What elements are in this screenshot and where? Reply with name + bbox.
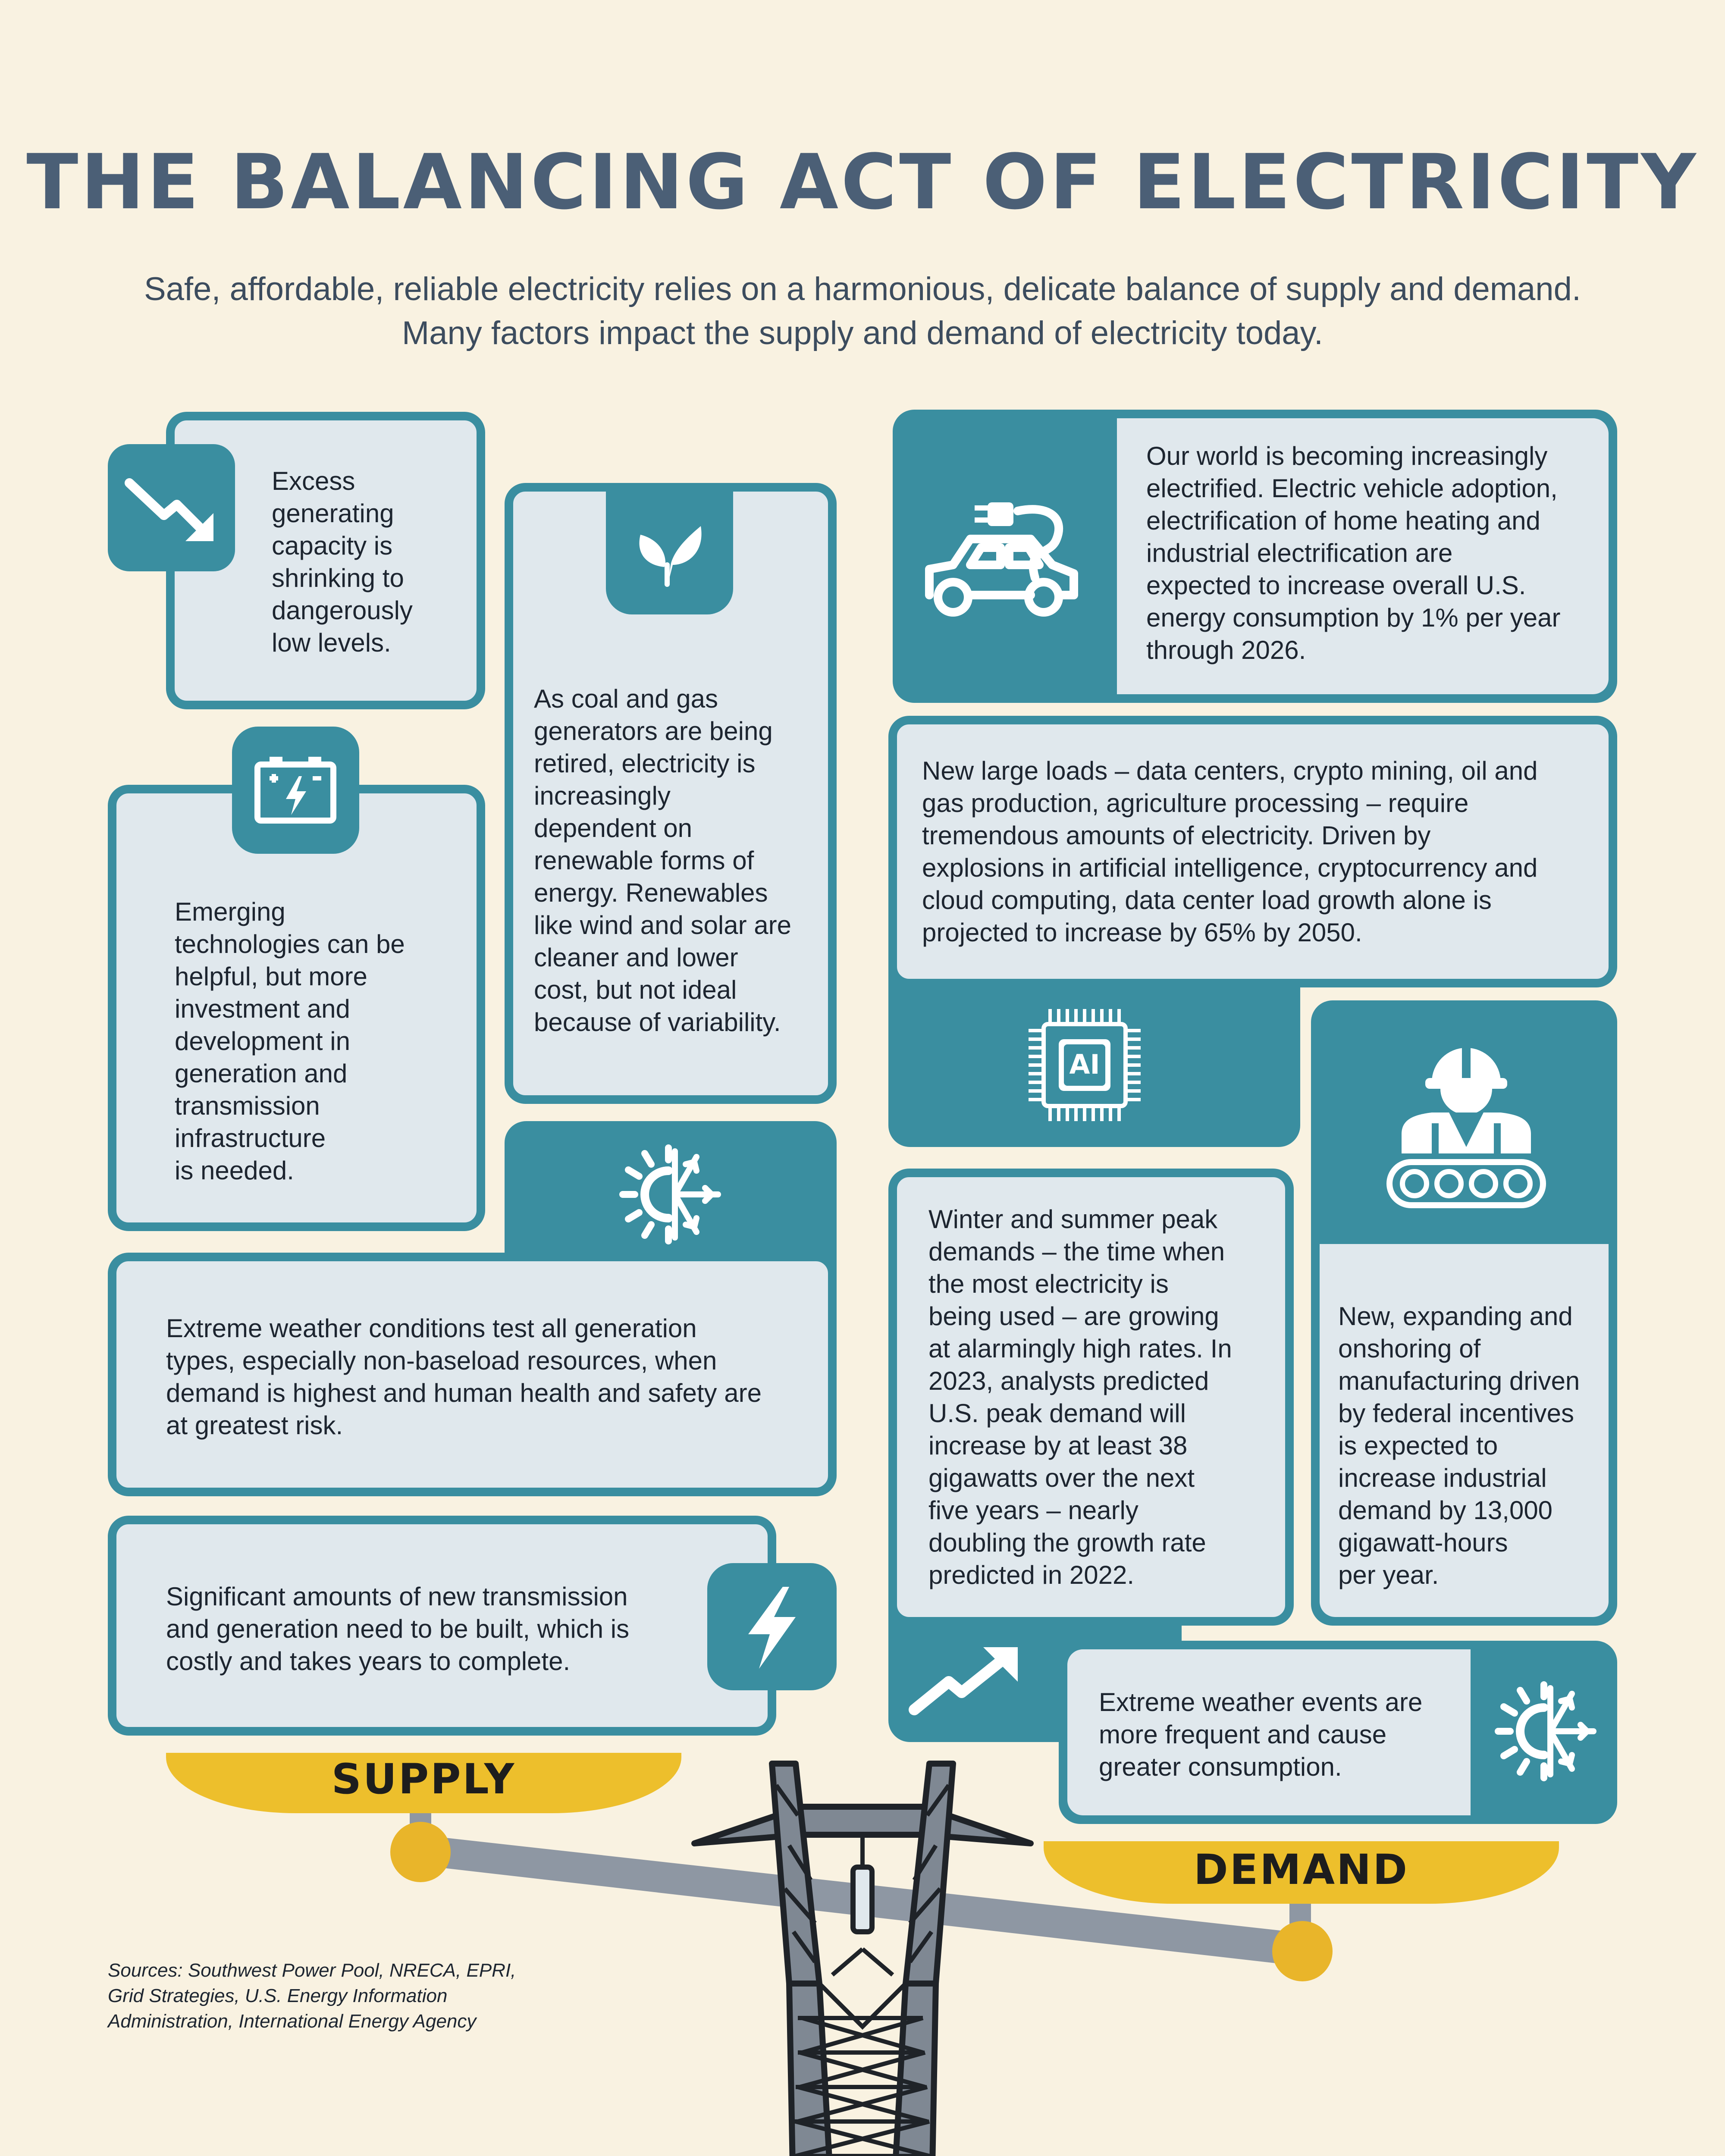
sun-snowflake-icon bbox=[615, 1138, 727, 1250]
battery-icon bbox=[252, 752, 339, 830]
demand-label: DEMAND bbox=[1193, 1846, 1409, 1894]
factory-worker-icon bbox=[1384, 1035, 1565, 1216]
transmission-tower-icon bbox=[690, 1759, 1035, 2156]
trend-down-icon bbox=[121, 470, 224, 548]
supply-label: SUPPLY bbox=[331, 1755, 516, 1803]
sources-note: Sources: Southwest Power Pool, NRECA, EPRI, Grid Strategies, U.S. Energy Information Administration, International Energy Agency bbox=[108, 1960, 516, 2032]
trend-up-icon bbox=[906, 1639, 1026, 1725]
supply-card-capacity-text: Excess generating capacity is shrinking to dangerously low levels. bbox=[272, 467, 413, 657]
page-title: THE BALANCING ACT OF ELECTRICITY bbox=[26, 138, 1699, 226]
ai-chip-label: AI bbox=[1069, 1049, 1100, 1080]
supply-card-weather-text: Extreme weather conditions test all generation types, especially non-baseload resources, when demand is highest and human health and safety are at greatest risk. bbox=[166, 1314, 762, 1440]
supply-pivot bbox=[390, 1822, 451, 1882]
demand-pivot bbox=[1272, 1921, 1333, 1981]
demand-card-peak-text: Winter and summer peak demands – the time when the most electricity is being used – are growing at alarmingly high rates. In 2023, analysts predicted U.S. peak demand will increase by at least 38 gigawatts over the next five years – nearly doubling the growth rate predicted in 2022. bbox=[928, 1205, 1232, 1589]
demand-card-weather-text: Extreme weather events are more frequent and cause greater consumption. bbox=[1099, 1688, 1423, 1781]
demand-card-manufacturing-text: New, expanding and onshoring of manufacturing driven by federal incentives is expected to increase industrial demand by 13,000 gigawatt-hours per year. bbox=[1338, 1302, 1580, 1589]
electric-car-icon bbox=[919, 487, 1091, 625]
ai-chip-icon bbox=[1024, 1005, 1145, 1125]
lightning-bolt-icon bbox=[735, 1585, 809, 1671]
sun-snowflake-icon bbox=[1490, 1675, 1602, 1787]
demand-card-large-loads-text: New large loads – data centers, crypto mining, oil and gas production, agriculture processing – require tremendous amounts of electricity. Driven by explosions in artificial intelligence, cryptocurrency and cloud computing, data center load growth alone is projected to increase by 65% by 2050. bbox=[922, 756, 1538, 947]
supply-card-transmission-text: Significant amounts of new transmission and generation need to be built, which is costly and takes years to complete. bbox=[166, 1582, 630, 1676]
subtitle: Safe, affordable, reliable electricity relies on a harmonious, delicate balance of supply and demand. Many factors impact the supply and demand of electricity today. bbox=[144, 271, 1581, 351]
supply-card-renewables-text: As coal and gas generators are being retired, electricity is increasingly dependent on renewable forms of energy. Renewables like wind and solar are cleaner and lower cost, but not ideal because of variability. bbox=[534, 684, 791, 1037]
leaf-icon bbox=[627, 509, 714, 595]
demand-card-electrification-text: Our world is becoming increasingly electrified. Electric vehicle adoption, electrification of home heating and industrial electrification are expected to increase overall U.S. energy consumption by 1% per year through 2026. bbox=[1146, 442, 1561, 664]
supply-card-technologies-text: Emerging technologies can be helpful, but more investment and development in generation and transmission infrastructure is needed. bbox=[175, 897, 405, 1185]
